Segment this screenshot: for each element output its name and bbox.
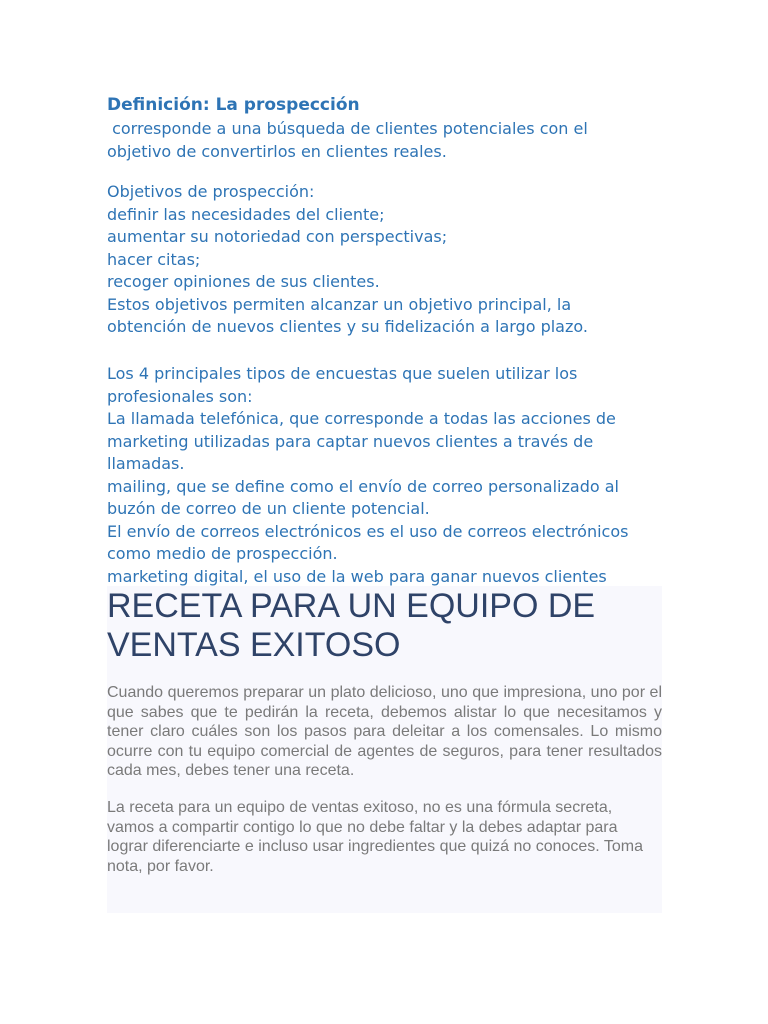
- type-phone-line: La llamada telefónica, que corresponde a todas las acciones de: [107, 409, 616, 428]
- objectives-section: [107, 181, 667, 339]
- definition-heading: Definición: La prospección: [107, 95, 360, 115]
- type-digital-line: marketing digital, el uso de la web para ganar nuevos clientes: [107, 566, 607, 586]
- receta-paragraph-2-line: La receta para un equipo de ventas exitoso, no es una fórmula secreta,: [107, 799, 613, 816]
- type-email-line: El envío de correos electrónicos es el uso de correos electrónicos: [107, 521, 629, 541]
- receta-paragraph-2: [107, 798, 662, 876]
- type-phone-line: llamadas.: [107, 454, 185, 473]
- receta-paragraph-1: Cuando queremos preparar un plato delicioso, uno que impresiona, uno por el que sabes que te pedirán la receta, debemos alistar lo que necesitamos y tener claro cuáles son los pasos para deleitar a los comensales. Lo mismo ocurre con tu equipo comercial de agentes de seguros, para tener resultados cada mes, debes tener una receta.: [107, 684, 662, 780]
- type-mailing-line: mailing, que se define como el envío de correo personalizado al: [107, 476, 619, 496]
- objectives-summary-line: Estos objetivos permiten alcanzar un objetivo principal, la: [107, 294, 572, 314]
- objective-item: definir las necesidades del cliente;: [107, 204, 385, 224]
- receta-title-line: VENTAS EXITOSO: [107, 626, 401, 664]
- receta-title: [107, 587, 662, 665]
- definition-line: corresponde a una búsqueda de clientes potenciales con el: [107, 119, 588, 138]
- objective-item: hacer citas;: [107, 249, 201, 269]
- receta-title-line: RECETA PARA UN EQUIPO DE: [107, 587, 596, 625]
- definition-line: objetivo de convertirlos en clientes reales.: [107, 141, 447, 161]
- type-phone-line: marketing utilizadas para captar nuevos clientes a través de: [107, 431, 594, 451]
- type-email-line: como medio de prospección.: [107, 544, 338, 563]
- objectives-summary-line: obtención de nuevos clientes y su fidelización a largo plazo.: [107, 317, 588, 336]
- objective-item: aumentar su notoriedad con perspectivas;: [107, 227, 448, 246]
- receta-paragraph-2-line: vamos a compartir contigo lo que no debe faltar y la debes adaptar para: [107, 818, 618, 836]
- types-section: [107, 363, 667, 588]
- types-intro-line: profesionales son:: [107, 386, 253, 406]
- type-mailing-line: buzón de correo de un cliente potencial.: [107, 499, 430, 518]
- objectives-title: Objetivos de prospección:: [107, 182, 315, 201]
- types-intro-line: Los 4 principales tipos de encuestas que suelen utilizar los: [107, 364, 578, 383]
- receta-paragraph-2-line: lograr diferenciarte e incluso usar ingredientes que quizá no conoces. Toma: [107, 838, 644, 856]
- definition-text: [107, 118, 667, 163]
- objective-item: recoger opiniones de sus clientes.: [107, 272, 380, 291]
- receta-paragraph-2-line: nota, por favor.: [107, 857, 214, 875]
- receta-article-box: [107, 586, 662, 913]
